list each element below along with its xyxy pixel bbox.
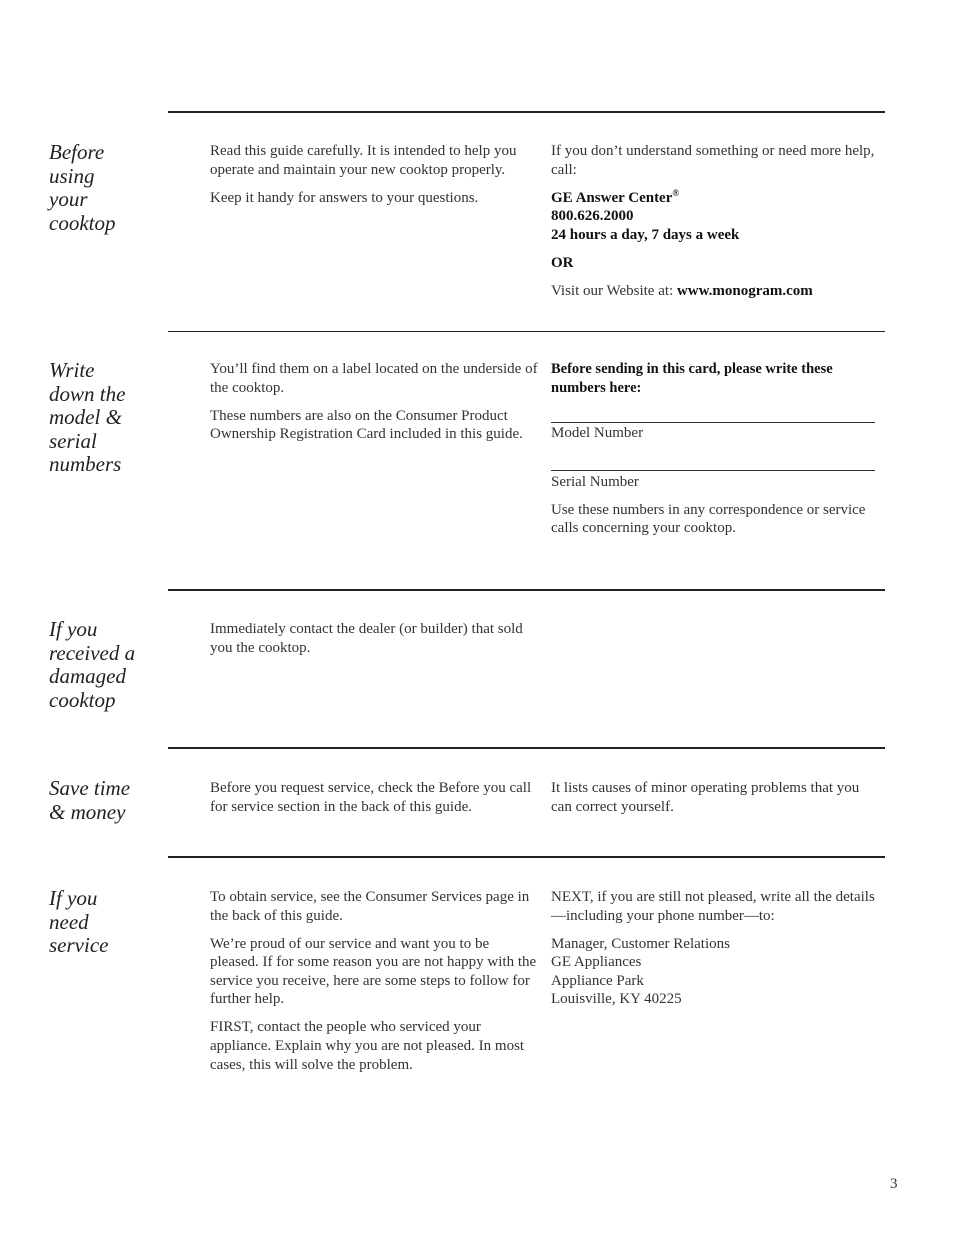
heading-line: using — [49, 163, 95, 188]
section-divider — [168, 856, 885, 858]
paragraph: Immediately contact the dealer (or builder) that sold you the cooktop. — [210, 621, 523, 656]
before-left-column — [210, 142, 540, 217]
section-divider — [168, 111, 885, 113]
website-line — [551, 282, 881, 301]
heading-line: received a — [49, 640, 136, 665]
contact-name: GE Answer Center — [551, 189, 673, 206]
heading-line: service — [49, 933, 109, 957]
section-divider — [168, 331, 885, 332]
heading-line: serial — [49, 428, 97, 453]
paragraph: FIRST, contact the people who serviced your appliance. Explain why you are not pleased. In most cases, this will solve the problem. — [210, 1019, 525, 1073]
paragraph: You’ll find them on a label located on the underside of the cooktop. — [210, 361, 538, 396]
paragraph: These numbers are also on the Consumer Product Ownership Registration Card included in this guide. — [210, 407, 523, 443]
paragraph-bold: Before sending in this card, please write these numbers here: — [551, 361, 833, 396]
section-divider — [168, 589, 885, 591]
heading-line: Save time — [49, 776, 131, 800]
heading-line: If you — [49, 886, 98, 910]
website-link[interactable]: www.monogram.com — [676, 282, 813, 299]
damaged-left-column — [210, 620, 540, 667]
heading-line: model & — [49, 405, 122, 429]
heading-line: need — [49, 909, 89, 934]
section-heading-write-down — [49, 359, 169, 477]
or-label: OR — [551, 254, 574, 271]
address-line: Louisville, KY 40225 — [551, 991, 682, 1008]
before-right-column — [551, 142, 881, 310]
contact-phone: 800.626.2000 — [551, 208, 634, 225]
service-right-column — [551, 888, 881, 1018]
service-left-column — [210, 888, 540, 1084]
paragraph: We’re proud of our service and want you to be pleased. If for some reason you are not happy with the service you receive, here are some steps to follow for further help. — [210, 935, 537, 1008]
contact-block — [551, 189, 881, 245]
serial-number-line[interactable] — [551, 470, 875, 471]
registered-mark: ® — [672, 187, 680, 198]
section-divider — [168, 747, 885, 749]
heading-line: down the — [49, 381, 126, 406]
save-left-column — [210, 779, 540, 826]
paragraph: It lists causes of minor operating problems that you can correct yourself. — [551, 780, 860, 815]
paragraph: NEXT, if you are still not pleased, write all the details—including your phone number—to: — [551, 889, 875, 924]
mailing-address — [551, 935, 881, 1009]
heading-line: Before — [49, 140, 105, 164]
heading-line: cooktop — [49, 687, 116, 712]
heading-line: numbers — [49, 452, 122, 476]
address-line: Manager, Customer Relations — [551, 935, 730, 952]
heading-line: cooktop — [49, 210, 116, 235]
paragraph: Read this guide carefully. It is intended to help you operate and maintain your new cooktop properly. — [210, 143, 517, 178]
heading-line: your — [49, 187, 88, 211]
address-line: Appliance Park — [551, 972, 644, 989]
model-number-label: Model Number — [551, 425, 644, 442]
heading-line: Write — [49, 358, 95, 382]
section-heading-need-service — [49, 887, 169, 958]
paragraph: Before you request service, check the Before you call for service section in the back of this guide. — [210, 780, 532, 815]
heading-line: If you — [49, 617, 98, 641]
write-left-column — [210, 360, 540, 453]
paragraph: Use these numbers in any correspondence or service calls concerning your cooktop. — [551, 501, 866, 537]
paragraph: If you don’t understand something or need more help, call: — [551, 143, 875, 178]
section-heading-damaged — [49, 618, 169, 712]
contact-hours: 24 hours a day, 7 days a week — [551, 226, 740, 243]
model-number-line[interactable] — [551, 422, 875, 423]
address-line: GE Appliances — [551, 954, 642, 971]
website-prefix: Visit our Website at: — [551, 282, 677, 299]
paragraph: Keep it handy for answers to your questions. — [210, 189, 479, 206]
heading-line: & money — [49, 799, 126, 824]
page-number: 3 — [890, 1176, 898, 1192]
paragraph: To obtain service, see the Consumer Services page in the back of this guide. — [210, 889, 530, 924]
save-right-column — [551, 779, 881, 826]
write-right-column — [551, 360, 881, 547]
serial-number-label: Serial Number — [551, 473, 639, 490]
heading-line: damaged — [49, 664, 126, 688]
section-heading-save-time — [49, 777, 169, 824]
section-heading-before-using — [49, 141, 169, 235]
